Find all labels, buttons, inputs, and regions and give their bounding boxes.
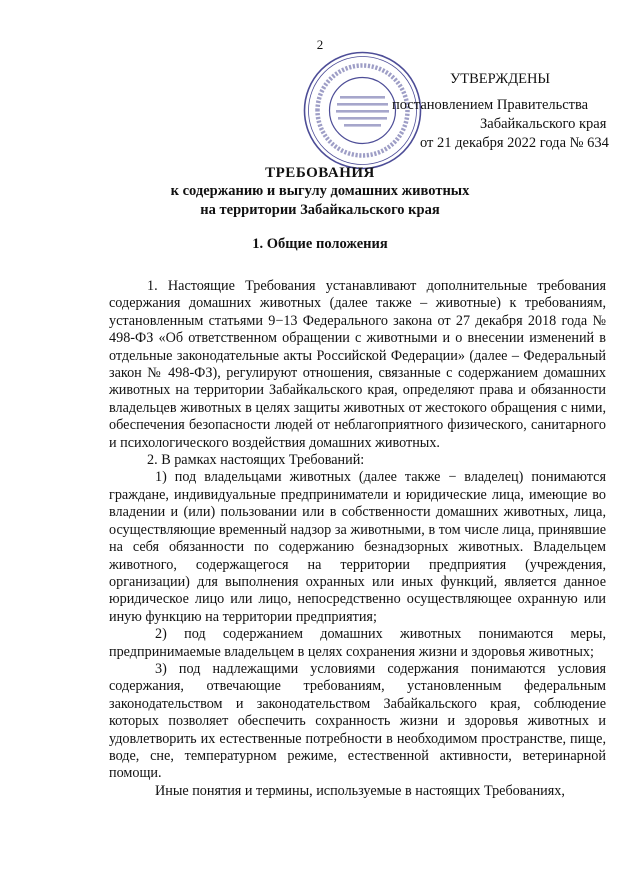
document-title: ТРЕБОВАНИЯ [265, 165, 375, 181]
approval-title: УТВЕРЖДЕНЫ [450, 71, 551, 87]
document-subtitle [0, 182, 640, 220]
section-heading: 1. Общие положения [252, 236, 388, 252]
subtitle-line-1: к содержанию и выгулу домашних животных [170, 183, 470, 199]
paragraph-4: 2) под содержанием домашних животных понимаются меры, предпринимаемые владельцем в целях сохранения жизни и здоровья животных; [109, 626, 606, 660]
approval-line-1: постановлением Правительства [392, 97, 589, 113]
paragraph-3: 1) под владельцами животных (далее также − владелец) понимаются граждане, индивидуальные предприниматели и юридические лица, имеющие во владении и (или) пользовании или в собственности домашних животных, лица, осуществляющие временный надзор за животными, в том числе лица, принявшие на себя обязанности по содержанию безнадзорных животных. Владельцем животного, содержащегося на территории предприятия (учреждения, организации) для выполнения охранных или иных функций, является данное юридическое лицо или лицо, непосредственно осуществляющее охранную или иную функцию на территории предприятия; [109, 469, 606, 625]
subtitle-line-2: на территории Забайкальского края [200, 202, 440, 218]
paragraph-1: 1. Настоящие Требования устанавливают дополнительные требования содержания домашних животных (далее также – животные) к требованиям, установленным статьями 9−13 Федерального закона от 27 декабря 2018 года № 498-ФЗ «Об ответственном обращении с животными и о внесении изменений в отдельные законодательные акты Российской Федерации» (далее – Федеральный закон № 498-ФЗ), регулируют отношения, связанные с содержанием домашних животных на территории Забайкальского края, определяют права и обязанности владельцев животных в целях защиты животных от жестокого обращения с ними, обеспечения безопасности людей от неблагоприятного физического, санитарного и психологического воздействия домашних животных. [109, 278, 606, 451]
page-number: 2 [316, 37, 324, 52]
document-body [109, 278, 606, 800]
paragraph-5: 3) под надлежащими условиями содержания понимаются условия содержания, отвечающие требованиям, установленным федеральным законодательством и законодательством Забайкальского края, соблюдение которых позволяет обеспечить сохранность жизни и здоровья животных и удовлетворить их естественные потребности в необходимом пространстве, пище, воде, сне, температурном режиме, естественной активности, ветеринарной помощи. [109, 660, 606, 782]
approval-line-2: Забайкальского края [480, 116, 607, 132]
paragraph-6: Иные понятия и термины, используемые в настоящих Требованиях, [155, 782, 565, 799]
paragraph-2: 2. В рамках настоящих Требований: [147, 452, 365, 469]
approval-line-3: от 21 декабря 2022 года № 634 [420, 135, 609, 151]
